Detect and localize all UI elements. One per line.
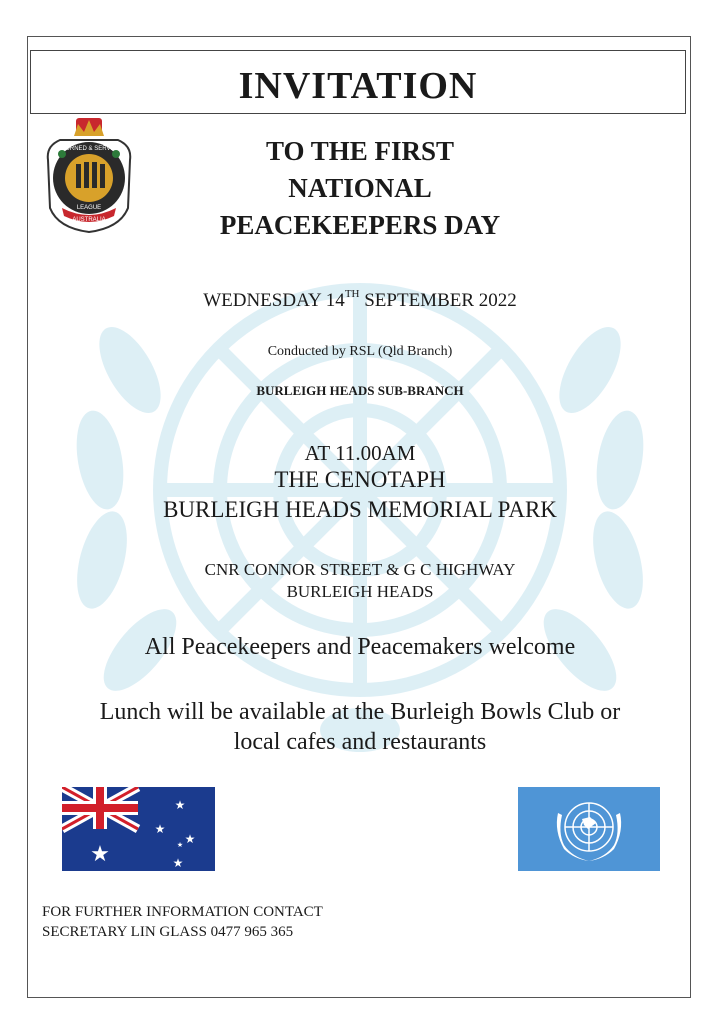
svg-text:★: ★ <box>176 841 184 849</box>
rsl-badge-icon <box>40 116 138 236</box>
svg-text:RETURNED & SERVICES: RETURNED & SERVICES <box>53 146 125 152</box>
svg-text:★: ★ <box>154 822 166 836</box>
venue-line-1: THE CENOTAPH <box>274 467 446 492</box>
heading-line-1: TO THE FIRST <box>265 136 455 166</box>
event-time: AT 11.00AM <box>304 441 416 465</box>
event-date: WEDNESDAY 14TH SEPTEMBER 2022 <box>203 288 517 311</box>
heading-line-3: PEACEKEEPERS DAY <box>219 210 501 240</box>
australian-flag-icon <box>62 787 215 871</box>
contact-line-1: FOR FURTHER INFORMATION CONTACT <box>42 904 323 920</box>
address-line-1: CNR CONNOR STREET & G C HIGHWAY <box>204 560 516 579</box>
conducted-by: Conducted by RSL (Qld Branch) <box>267 344 453 359</box>
svg-text:★: ★ <box>184 832 196 846</box>
sub-branch: BURLEIGH HEADS SUB-BRANCH <box>256 383 464 398</box>
lunch-line-2: local cafes and restaurants <box>233 729 487 755</box>
svg-text:★: ★ <box>90 842 110 867</box>
svg-text:LEAGUE: LEAGUE <box>76 205 102 211</box>
lunch-line-1: Lunch will be available at the Burleigh Bowls Club or <box>99 699 621 725</box>
heading-line-2: NATIONAL <box>288 173 432 203</box>
un-flag-icon <box>518 787 660 871</box>
svg-text:★: ★ <box>174 798 186 812</box>
welcome-text: All Peacekeepers and Peacemakers welcome <box>144 634 576 660</box>
contact-line-2: SECRETARY LIN GLASS 0477 965 365 <box>42 924 294 940</box>
svg-text:AUSTRALIA: AUSTRALIA <box>72 217 106 223</box>
svg-text:★: ★ <box>172 856 184 870</box>
address-line-2: BURLEIGH HEADS <box>286 582 434 601</box>
venue-line-2: BURLEIGH HEADS MEMORIAL PARK <box>163 497 557 522</box>
page-title: INVITATION <box>238 65 478 107</box>
